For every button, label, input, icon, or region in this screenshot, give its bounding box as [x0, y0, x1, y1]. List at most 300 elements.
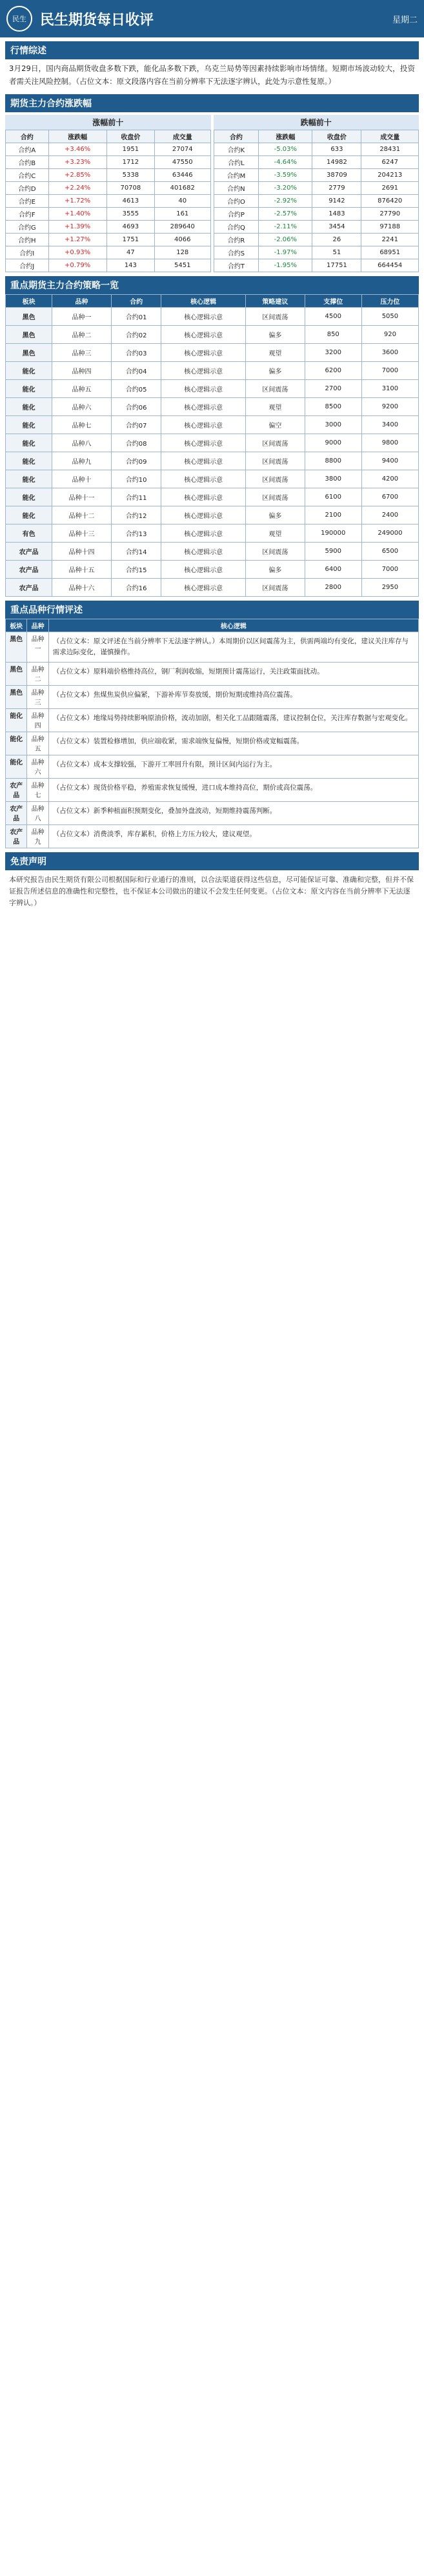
commentary-table	[5, 619, 419, 848]
gainers-cell: 4066	[155, 234, 211, 246]
losers-cell: 26	[312, 234, 361, 246]
strategy-row	[6, 362, 419, 380]
strategy-cell: 4200	[361, 470, 418, 488]
commentary-name: 品种八	[27, 802, 48, 825]
losers-cell: 2241	[361, 234, 419, 246]
strategy-cell: 2700	[305, 380, 361, 398]
gainers-row	[6, 246, 211, 259]
gainers-cell: 合约D	[6, 182, 49, 195]
strategy-cell: 观望	[246, 524, 305, 543]
strategy-cell: 6700	[361, 488, 418, 506]
strategy-cell: 有色	[6, 524, 52, 543]
strategy-row	[6, 344, 419, 362]
commentary-text: （占位文本）地缘局势持续影响原油价格，波动加剧，相关化工品跟随震荡，建议控制仓位，关注库存数据与宏观变化。	[48, 709, 418, 732]
gainers-row	[6, 156, 211, 169]
commentary-sector: 能化	[6, 755, 27, 779]
losers-cell: 68951	[361, 246, 419, 259]
losers-cell: 97188	[361, 221, 419, 234]
strategy-cell: 合约02	[111, 326, 161, 344]
commentary-header-cell: 品种	[27, 619, 48, 632]
strategy-cell: 区间震荡	[246, 452, 305, 470]
losers-cell: 27790	[361, 208, 419, 221]
losers-cell: -2.57%	[259, 208, 312, 221]
losers-cell: 3454	[312, 221, 361, 234]
strategy-cell: 合约16	[111, 579, 161, 597]
commentary-row	[6, 709, 419, 732]
strategy-cell: 7000	[361, 362, 418, 380]
gainers-cell: +0.79%	[48, 259, 106, 272]
strategy-cell: 8500	[305, 398, 361, 416]
commentary-header-cell: 核心逻辑	[48, 619, 418, 632]
gainers-row	[6, 143, 211, 156]
strategy-cell: 品种八	[52, 434, 112, 452]
strategy-cell: 品种十二	[52, 506, 112, 524]
strategy-cell: 核心逻辑示意	[161, 308, 246, 326]
strategy-cell: 黑色	[6, 344, 52, 362]
strategy-cell: 7000	[361, 561, 418, 579]
commentary-sector: 能化	[6, 709, 27, 732]
section-disclaimer-title: 免责声明	[5, 852, 419, 870]
gainers-cell: 70708	[106, 182, 154, 195]
strategy-cell: 品种五	[52, 380, 112, 398]
losers-cell: 合约P	[214, 208, 259, 221]
strategy-cell: 偏多	[246, 561, 305, 579]
strategy-cell: 3800	[305, 470, 361, 488]
strategy-cell: 核心逻辑示意	[161, 416, 246, 434]
strategy-cell: 核心逻辑示意	[161, 524, 246, 543]
strategy-cell: 核心逻辑示意	[161, 362, 246, 380]
gainers-cell: 合约F	[6, 208, 49, 221]
losers-cell: 2691	[361, 182, 419, 195]
losers-row	[214, 156, 419, 169]
strategy-header-cell: 压力位	[361, 295, 418, 308]
strategy-cell: 农产品	[6, 543, 52, 561]
commentary-name: 品种六	[27, 755, 48, 779]
strategy-row	[6, 579, 419, 597]
strategy-cell: 能化	[6, 452, 52, 470]
losers-cell: 204213	[361, 169, 419, 182]
strategy-row	[6, 561, 419, 579]
losers-cell: 合约O	[214, 195, 259, 208]
commentary-row	[6, 802, 419, 825]
commentary-sector: 农产品	[6, 779, 27, 802]
losers-row	[214, 169, 419, 182]
strategy-cell: 核心逻辑示意	[161, 452, 246, 470]
commentary-text: （占位文本：原文评述在当前分辨率下无法逐字辨认。）本周期价以区间震荡为主，供需两端均有变化，建议关注库存与需求边际变化，谨慎操作。	[48, 632, 418, 663]
losers-cell: 17751	[312, 259, 361, 272]
strategy-cell: 核心逻辑示意	[161, 543, 246, 561]
review-paragraph: 3月29日，国内商品期货收盘多数下跌，能化品多数下跌，乌克兰局势等因素持续影响市场情绪。短期市场波动较大，投资者需关注风险控制。（占位文本：原文段落内容在当前分辨率下无法逐字辨认，此处为示意性复原。）	[9, 64, 415, 86]
report-header	[0, 0, 424, 37]
gainers-row	[6, 234, 211, 246]
gainers-cell: 289640	[155, 221, 211, 234]
gainers-cell: +1.27%	[48, 234, 106, 246]
strategy-row	[6, 416, 419, 434]
gainers-cell: 合约B	[6, 156, 49, 169]
losers-row	[214, 246, 419, 259]
strategy-cell: 850	[305, 326, 361, 344]
strategy-row	[6, 543, 419, 561]
strategy-cell: 品种二	[52, 326, 112, 344]
losers-cell: -3.59%	[259, 169, 312, 182]
gainers-cell: 128	[155, 246, 211, 259]
strategy-cell: 合约15	[111, 561, 161, 579]
gainers-cell: 143	[106, 259, 154, 272]
losers-table	[214, 130, 419, 272]
strategy-cell: 品种九	[52, 452, 112, 470]
losers-cell: 9142	[312, 195, 361, 208]
strategy-cell: 能化	[6, 362, 52, 380]
strategy-cell: 9000	[305, 434, 361, 452]
strategy-cell: 偏多	[246, 506, 305, 524]
strategy-cell: 合约01	[111, 308, 161, 326]
strategy-cell: 合约11	[111, 488, 161, 506]
gainers-cell: 合约C	[6, 169, 49, 182]
strategy-header-cell: 支撑位	[305, 295, 361, 308]
strategy-cell: 3200	[305, 344, 361, 362]
strategy-row	[6, 452, 419, 470]
strategy-header-cell: 策略建议	[246, 295, 305, 308]
gainers-cell: 1712	[106, 156, 154, 169]
strategy-row	[6, 506, 419, 524]
report-title: 民生期货每日收评	[40, 12, 154, 28]
section-commentary-title: 重点品种行情评述	[5, 601, 419, 619]
gainers-row	[6, 182, 211, 195]
strategy-header-cell: 合约	[111, 295, 161, 308]
commentary-text: （占位文本）焦煤焦炭供应偏紧，下游补库节奏放缓，期价短期或维持高位震荡。	[48, 686, 418, 709]
gainers-header-cell: 成交量	[155, 130, 211, 143]
strategy-table	[5, 294, 419, 597]
gainers-row	[6, 208, 211, 221]
gainers-cell: 27074	[155, 143, 211, 156]
strategy-cell: 6400	[305, 561, 361, 579]
commentary-row	[6, 779, 419, 802]
strategy-row	[6, 470, 419, 488]
strategy-cell: 品种十三	[52, 524, 112, 543]
strategy-cell: 能化	[6, 398, 52, 416]
losers-row	[214, 234, 419, 246]
strategy-cell: 品种十五	[52, 561, 112, 579]
strategy-cell: 品种十一	[52, 488, 112, 506]
strategy-cell: 偏多	[246, 362, 305, 380]
commentary-row	[6, 686, 419, 709]
strategy-cell: 农产品	[6, 561, 52, 579]
strategy-row	[6, 398, 419, 416]
strategy-cell: 2400	[361, 506, 418, 524]
gainers-cell: +3.46%	[48, 143, 106, 156]
strategy-row	[6, 488, 419, 506]
gainers-cell: 401682	[155, 182, 211, 195]
gainers-header-cell: 合约	[6, 130, 49, 143]
strategy-row	[6, 434, 419, 452]
strategy-cell: 核心逻辑示意	[161, 488, 246, 506]
strategy-cell: 9800	[361, 434, 418, 452]
strategy-cell: 合约12	[111, 506, 161, 524]
gainers-cell: 5451	[155, 259, 211, 272]
commentary-text: （占位文本）消费淡季，库存累积，价格上方压力较大，建议观望。	[48, 825, 418, 848]
commentary-text: （占位文本）新季种植面积预期变化，叠加外盘波动，短期维持震荡判断。	[48, 802, 418, 825]
losers-cell: -1.95%	[259, 259, 312, 272]
losers-cell: 2779	[312, 182, 361, 195]
strategy-row	[6, 380, 419, 398]
strategy-cell: 黑色	[6, 308, 52, 326]
losers-cell: -3.20%	[259, 182, 312, 195]
strategy-cell: 合约07	[111, 416, 161, 434]
gainers-row	[6, 259, 211, 272]
losers-row	[214, 182, 419, 195]
gainers-header-cell: 收盘价	[106, 130, 154, 143]
strategy-cell: 核心逻辑示意	[161, 398, 246, 416]
strategy-cell: 区间震荡	[246, 543, 305, 561]
strategy-cell: 3600	[361, 344, 418, 362]
losers-cell: 51	[312, 246, 361, 259]
losers-row	[214, 143, 419, 156]
strategy-cell: 3100	[361, 380, 418, 398]
losers-cell: 合约L	[214, 156, 259, 169]
strategy-cell: 能化	[6, 380, 52, 398]
losers-cell: 38709	[312, 169, 361, 182]
strategy-cell: 品种七	[52, 416, 112, 434]
losers-header-cell: 涨跌幅	[259, 130, 312, 143]
losers-title: 跌幅前十	[214, 115, 419, 130]
strategy-cell: 能化	[6, 470, 52, 488]
strategy-cell: 品种一	[52, 308, 112, 326]
losers-row	[214, 195, 419, 208]
strategy-cell: 核心逻辑示意	[161, 344, 246, 362]
strategy-cell: 偏多	[246, 326, 305, 344]
strategy-cell: 观望	[246, 344, 305, 362]
strategy-cell: 合约08	[111, 434, 161, 452]
strategy-cell: 核心逻辑示意	[161, 470, 246, 488]
strategy-cell: 2800	[305, 579, 361, 597]
losers-cell: 合约K	[214, 143, 259, 156]
commentary-name: 品种四	[27, 709, 48, 732]
strategy-cell: 核心逻辑示意	[161, 434, 246, 452]
strategy-cell: 2100	[305, 506, 361, 524]
losers-cell: 合约S	[214, 246, 259, 259]
gainers-cell: 4613	[106, 195, 154, 208]
commentary-row	[6, 755, 419, 779]
strategy-cell: 偏空	[246, 416, 305, 434]
commentary-text: （占位文本）现货价格平稳，养殖需求恢复缓慢，进口成本维持高位，期价或高位震荡。	[48, 779, 418, 802]
gainers-cell: +1.72%	[48, 195, 106, 208]
strategy-cell: 品种十四	[52, 543, 112, 561]
gainers-cell: 47	[106, 246, 154, 259]
losers-cell: -2.11%	[259, 221, 312, 234]
commentary-sector: 黑色	[6, 686, 27, 709]
strategy-cell: 农产品	[6, 579, 52, 597]
report-weekday: 星期二	[392, 15, 418, 25]
losers-row	[214, 208, 419, 221]
commentary-text: （占位文本）装置检修增加，供应端收紧，需求端恢复偏慢，短期价格或宽幅震荡。	[48, 732, 418, 755]
gainers-cell: 1751	[106, 234, 154, 246]
losers-cell: 6247	[361, 156, 419, 169]
strategy-cell: 合约05	[111, 380, 161, 398]
gainers-row	[6, 221, 211, 234]
gainers-header-cell: 涨跌幅	[48, 130, 106, 143]
strategy-cell: 品种十六	[52, 579, 112, 597]
commentary-row	[6, 825, 419, 848]
losers-row	[214, 259, 419, 272]
strategy-row	[6, 524, 419, 543]
strategy-cell: 核心逻辑示意	[161, 506, 246, 524]
gainers-row	[6, 169, 211, 182]
strategy-cell: 品种三	[52, 344, 112, 362]
strategy-cell: 5050	[361, 308, 418, 326]
strategy-cell: 合约04	[111, 362, 161, 380]
gainers-cell: 1951	[106, 143, 154, 156]
losers-cell: 合约Q	[214, 221, 259, 234]
strategy-cell: 黑色	[6, 326, 52, 344]
gainers-cell: 63446	[155, 169, 211, 182]
commentary-name: 品种九	[27, 825, 48, 848]
losers-cell: -5.03%	[259, 143, 312, 156]
commentary-name: 品种七	[27, 779, 48, 802]
gainers-title: 涨幅前十	[5, 115, 211, 130]
gainers-cell: 合约E	[6, 195, 49, 208]
commentary-name: 品种二	[27, 663, 48, 686]
strategy-cell: 合约09	[111, 452, 161, 470]
strategy-cell: 5900	[305, 543, 361, 561]
losers-cell: -1.97%	[259, 246, 312, 259]
strategy-cell: 核心逻辑示意	[161, 326, 246, 344]
strategy-cell: 品种十	[52, 470, 112, 488]
strategy-cell: 观望	[246, 398, 305, 416]
gainers-cell: +1.39%	[48, 221, 106, 234]
gainers-cell: 合约G	[6, 221, 49, 234]
strategy-cell: 能化	[6, 416, 52, 434]
gainers-table	[5, 130, 211, 272]
commentary-name: 品种一	[27, 632, 48, 663]
commentary-text: （占位文本）原料端价格维持高位，钢厂利润收缩，短期预计震荡运行，关注政策面扰动。	[48, 663, 418, 686]
movers-container	[5, 115, 419, 272]
losers-cell: 合约M	[214, 169, 259, 182]
losers-cell: 1483	[312, 208, 361, 221]
strategy-cell: 区间震荡	[246, 470, 305, 488]
losers-cell: -4.64%	[259, 156, 312, 169]
losers-header-cell: 收盘价	[312, 130, 361, 143]
strategy-cell: 能化	[6, 488, 52, 506]
gainers-cell: +2.85%	[48, 169, 106, 182]
strategy-cell: 合约14	[111, 543, 161, 561]
losers-header-cell: 成交量	[361, 130, 419, 143]
strategy-cell: 2950	[361, 579, 418, 597]
losers-block	[214, 115, 419, 272]
strategy-cell: 4500	[305, 308, 361, 326]
gainers-cell: 40	[155, 195, 211, 208]
strategy-cell: 区间震荡	[246, 434, 305, 452]
strategy-cell: 能化	[6, 434, 52, 452]
strategy-cell: 区间震荡	[246, 579, 305, 597]
gainers-cell: +2.24%	[48, 182, 106, 195]
strategy-cell: 核心逻辑示意	[161, 561, 246, 579]
losers-cell: 14982	[312, 156, 361, 169]
section-review-title: 行情综述	[5, 41, 419, 59]
strategy-cell: 6500	[361, 543, 418, 561]
strategy-cell: 核心逻辑示意	[161, 579, 246, 597]
commentary-text: （占位文本）成本支撑较强，下游开工率回升有限，预计区间内运行为主。	[48, 755, 418, 779]
commentary-name: 品种三	[27, 686, 48, 709]
gainers-cell: 合约A	[6, 143, 49, 156]
strategy-cell: 能化	[6, 506, 52, 524]
commentary-row	[6, 732, 419, 755]
commentary-sector: 农产品	[6, 825, 27, 848]
disclaimer-paragraph: 本研究报告由民生期货有限公司根据国际和行业通行的准则，以合法渠道获得这些信息，尽可能保证可靠、准确和完整，但并不保证报告所述信息的准确性和完整性，也不保证本公司做出的建议不会发生任何变更。（占位文本：原文内容在当前分辨率下无法逐字辨认。）	[9, 875, 414, 907]
strategy-row	[6, 308, 419, 326]
gainers-cell: +3.23%	[48, 156, 106, 169]
gainers-cell: 161	[155, 208, 211, 221]
strategy-cell: 6200	[305, 362, 361, 380]
strategy-cell: 8800	[305, 452, 361, 470]
gainers-cell: 4693	[106, 221, 154, 234]
strategy-cell: 3400	[361, 416, 418, 434]
commentary-row	[6, 663, 419, 686]
commentary-sector: 农产品	[6, 802, 27, 825]
losers-cell: 28431	[361, 143, 419, 156]
strategy-cell: 合约03	[111, 344, 161, 362]
gainers-cell: 5338	[106, 169, 154, 182]
commentary-sector: 黑色	[6, 632, 27, 663]
losers-cell: 合约T	[214, 259, 259, 272]
losers-cell: -2.06%	[259, 234, 312, 246]
gainers-cell: 合约H	[6, 234, 49, 246]
losers-cell: 合约R	[214, 234, 259, 246]
strategy-row	[6, 326, 419, 344]
strategy-cell: 合约13	[111, 524, 161, 543]
strategy-header-cell: 核心逻辑	[161, 295, 246, 308]
strategy-header-cell: 板块	[6, 295, 52, 308]
strategy-cell: 品种四	[52, 362, 112, 380]
losers-cell: -2.92%	[259, 195, 312, 208]
strategy-cell: 核心逻辑示意	[161, 380, 246, 398]
gainers-cell: 3555	[106, 208, 154, 221]
gainers-row	[6, 195, 211, 208]
gainers-cell: 合约I	[6, 246, 49, 259]
gainers-cell: +0.93%	[48, 246, 106, 259]
strategy-cell: 合约10	[111, 470, 161, 488]
losers-cell: 633	[312, 143, 361, 156]
strategy-cell: 区间震荡	[246, 488, 305, 506]
strategy-cell: 3000	[305, 416, 361, 434]
strategy-cell: 区间震荡	[246, 380, 305, 398]
losers-cell: 876420	[361, 195, 419, 208]
strategy-cell: 190000	[305, 524, 361, 543]
gainers-block	[5, 115, 211, 272]
gainers-cell: +1.40%	[48, 208, 106, 221]
commentary-header-cell: 板块	[6, 619, 27, 632]
company-logo: 民生	[6, 6, 32, 32]
gainers-cell: 合约J	[6, 259, 49, 272]
strategy-cell: 区间震荡	[246, 308, 305, 326]
commentary-row	[6, 632, 419, 663]
strategy-cell: 合约06	[111, 398, 161, 416]
commentary-name: 品种五	[27, 732, 48, 755]
losers-cell: 664454	[361, 259, 419, 272]
strategy-cell: 920	[361, 326, 418, 344]
commentary-sector: 能化	[6, 732, 27, 755]
strategy-header-cell: 品种	[52, 295, 112, 308]
commentary-sector: 黑色	[6, 663, 27, 686]
strategy-cell: 6100	[305, 488, 361, 506]
strategy-cell: 9200	[361, 398, 418, 416]
strategy-cell: 品种六	[52, 398, 112, 416]
losers-header-cell: 合约	[214, 130, 259, 143]
losers-cell: 合约N	[214, 182, 259, 195]
strategy-cell: 9400	[361, 452, 418, 470]
losers-row	[214, 221, 419, 234]
section-strategy-title: 重点期货主力合约策略一览	[5, 276, 419, 294]
section-movers-title: 期货主力合约涨跌幅	[5, 94, 419, 112]
